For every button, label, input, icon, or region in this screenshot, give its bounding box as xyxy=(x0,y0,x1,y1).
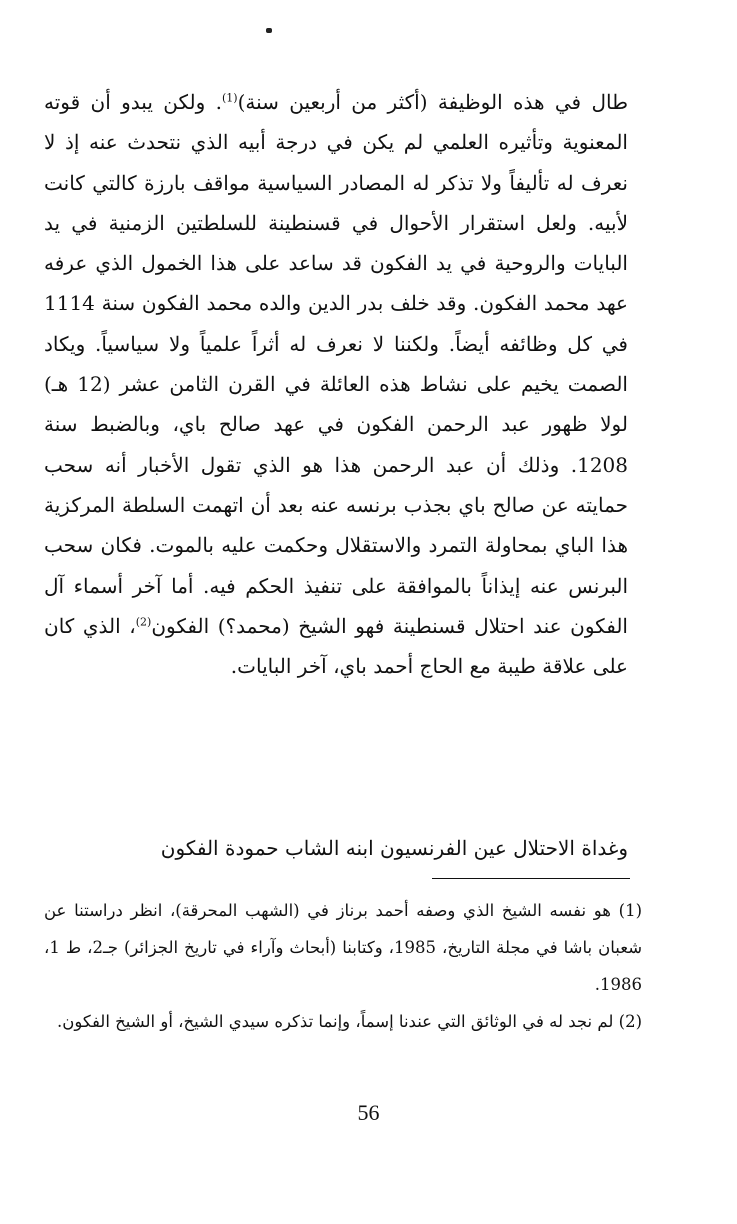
footnote-1 xyxy=(44,892,642,1003)
continuation-paragraph: وغداة الاحتلال عين الفرنسيون ابنه الشاب حمودة الفكون xyxy=(160,836,628,860)
page-number: 56 xyxy=(357,1100,380,1125)
main-text-part-1: طال في هذه الوظيفة (أكثر من أربعين سنة) xyxy=(237,90,628,114)
ink-speck xyxy=(266,28,272,33)
footnote-ref-2: (2) xyxy=(135,615,152,629)
footnote-2 xyxy=(44,1003,642,1040)
main-paragraph xyxy=(44,82,628,686)
main-text-part-2: . ولكن يبدو أن قوته المعنوية وتأثيره العلمي لم يكن في درجة أبيه الذي نتحدث عنه إذ لا نعرف له تأليفاً ولا تذكر له المصادر السياسية مواقف بارزة كالتي كانت لأبيه. ولعل استقرار الأحوال في قسنطينة للسلطتين الزمنية في يد البايات والروحية في يد الفكون قد ساعد على هذا الخمول الذي عرفه عهد محمد الفكون. وقد خلف بدر الدين والده محمد الفكون سنة 1114 في كل وظائفه أيضاً. ولكننا لا نعرف له أثراً علمياً ولا سياسياً. ويكاد الصمت يخيم على نشاط هذه العائلة في القرن الثامن عشر (12 هـ) لولا ظهور عبد الرحمن الفكون في عهد صالح باي، وبالضبط سنة 1208. وذلك أن عبد الرحمن هذا هو الذي تقول الأخبار أنه سحب حمايته عن صالح باي بجذب برنسه عنه بعد أن اتهمت السلطة المركزية هذا الباي بمحاولة التمرد والاستقلال وحكمت عليه بالموت. فكان سحب البرنس عنه إيذاناً بالموافقة على تنفيذ الحكم فيه. أما آخر أسماء آل الفكون عند احتلال قسنطينة فهو الشيخ (محمد؟) الفكون xyxy=(44,90,628,638)
footnote-2-text: لم نجد له في الوثائق التي عندنا إسماً، وإنما تذكره سيدي الشيخ، أو الشيخ الفكون. xyxy=(56,1012,614,1031)
footnote-ref-1: (1) xyxy=(221,91,238,105)
footnote-1-text: هو نفسه الشيخ الذي وصفه أحمد برناز في (الشهب المحرقة)، انظر دراستنا عن شعبان باشا في مجلة التاريخ، 1985، وكتابنا (أبحاث وآراء في تاريخ الجزائر) جـ2، ط 1، 1986. xyxy=(44,901,643,994)
footnote-separator xyxy=(432,878,630,879)
footnotes-section xyxy=(44,892,642,1040)
footnote-2-marker: (2) xyxy=(618,1012,642,1031)
main-text-part-3: ، الذي كان على علاقة طيبة مع الحاج أحمد باي، آخر البايات. xyxy=(44,613,628,679)
footnote-1-marker: (1) xyxy=(618,901,643,920)
